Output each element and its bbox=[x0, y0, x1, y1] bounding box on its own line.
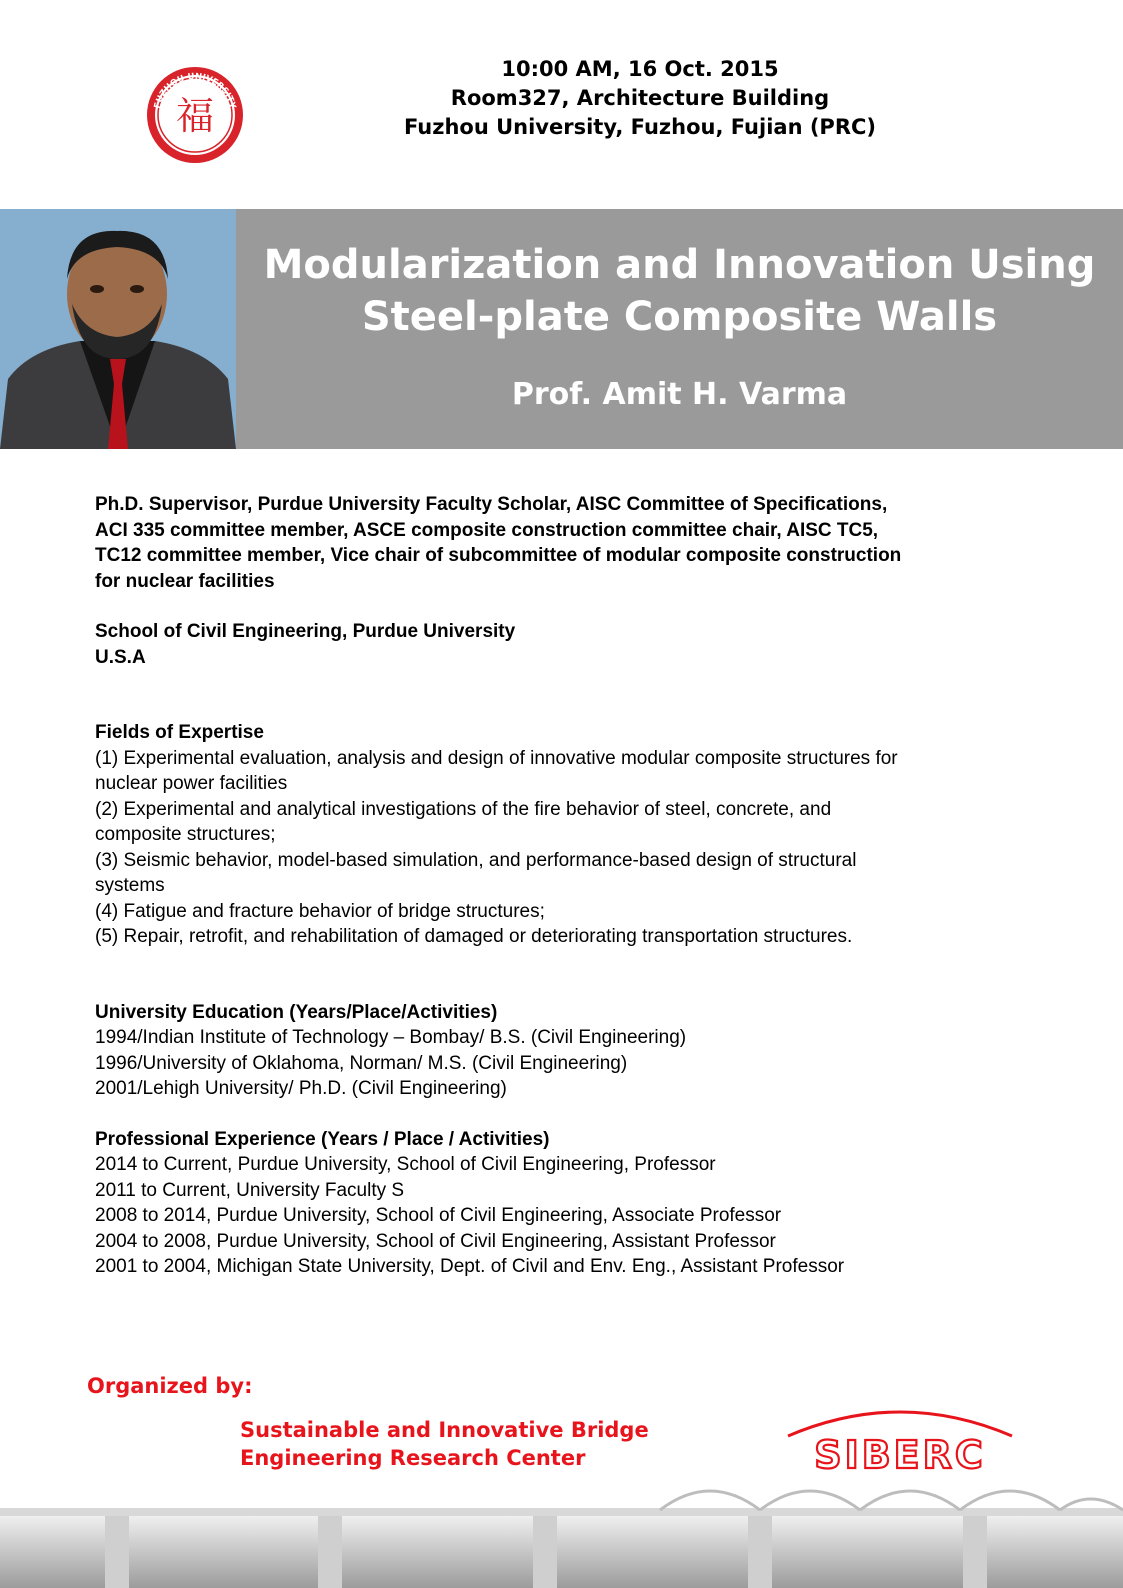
talk-title bbox=[236, 239, 1123, 343]
positions-line: for nuclear facilities bbox=[95, 570, 275, 592]
event-location: Fuzhou University, Fuzhou, Fujian (PRC) bbox=[403, 115, 877, 139]
talk-title-line-1: Modularization and Innovation Using bbox=[263, 242, 1096, 288]
event-info bbox=[330, 55, 950, 142]
experience-line: 2001 to 2004, Michigan State University, Dept. of Civil and Env. Eng., Assistant Professor bbox=[95, 1256, 845, 1277]
education-heading: University Education (Years/Place/Activities) bbox=[95, 1001, 498, 1023]
expertise-line: (3) Seismic behavior, model-based simulation, and performance-based design of structural bbox=[95, 849, 857, 871]
experience-heading: Professional Experience (Years / Place / Activities) bbox=[95, 1128, 550, 1150]
speaker-photo bbox=[0, 209, 236, 449]
expertise-heading: Fields of Expertise bbox=[95, 722, 264, 743]
organizer-name-line-1: Sustainable and Innovative Bridge bbox=[240, 1418, 649, 1442]
expertise-line: (1) Experimental evaluation, analysis and design of innovative modular composite structures for bbox=[95, 747, 898, 769]
talk-title-line-2: Steel-plate Composite Walls bbox=[361, 294, 998, 340]
title-banner bbox=[0, 209, 1123, 449]
affiliation-school: School of Civil Engineering, Purdue University bbox=[95, 621, 516, 642]
education-line: 1994/Indian Institute of Technology – Bombay/ B.S. (Civil Engineering) bbox=[95, 1027, 687, 1048]
bridge-illustration bbox=[0, 1470, 1123, 1588]
education-line: 2001/Lehigh University/ Ph.D. (Civil Engineering) bbox=[95, 1078, 507, 1099]
positions-line: Ph.D. Supervisor, Purdue University Faculty Scholar, AISC Committee of Specifications, bbox=[95, 494, 888, 515]
education-line: 1996/University of Oklahoma, Norman/ M.S. (Civil Engineering) bbox=[95, 1052, 628, 1074]
experience-line: 2014 to Current, Purdue University, School of Civil Engineering, Professor bbox=[95, 1154, 716, 1175]
speaker-name: Prof. Amit H. Varma bbox=[511, 377, 848, 412]
svg-text:SIBERC: SIBERC bbox=[814, 1433, 986, 1477]
expertise-line: (4) Fatigue and fracture behavior of bridge structures; bbox=[95, 900, 545, 922]
expertise-line: systems bbox=[95, 875, 165, 896]
expertise-line: (5) Repair, retrofit, and rehabilitation of damaged or deteriorating transportation structures. bbox=[95, 926, 853, 947]
expertise-line: (2) Experimental and analytical investigations of the fire behavior of steel, concrete, and bbox=[95, 798, 832, 820]
svg-text:FUZHOU UNIVERSITY: FUZHOU UNIVERSITY bbox=[152, 71, 238, 110]
fuzhou-university-logo bbox=[145, 65, 245, 165]
event-room: Room327, Architecture Building bbox=[450, 86, 830, 110]
positions-line: TC12 committee member, Vice chair of subcommittee of modular composite construction bbox=[95, 545, 902, 566]
organizer-name bbox=[240, 1416, 649, 1472]
affiliation-country: U.S.A bbox=[95, 646, 146, 668]
bio-content bbox=[95, 492, 1015, 1280]
expertise-line: composite structures; bbox=[95, 824, 276, 845]
experience-line: 2004 to 2008, Purdue University, School of Civil Engineering, Assistant Professor bbox=[95, 1230, 776, 1252]
expertise-line: nuclear power facilities bbox=[95, 773, 288, 794]
organized-by-label: Organized by: bbox=[87, 1374, 253, 1398]
event-time: 10:00 AM, 16 Oct. 2015 bbox=[501, 57, 779, 81]
experience-line: 2011 to Current, University Faculty S bbox=[95, 1179, 405, 1201]
speaker-portrait-image bbox=[0, 209, 236, 449]
svg-text:福: 福 bbox=[175, 94, 215, 138]
positions-line: ACI 335 committee member, ASCE composite construction committee chair, AISC TC5, bbox=[95, 519, 879, 541]
experience-line: 2008 to 2014, Purdue University, School of Civil Engineering, Associate Professor bbox=[95, 1205, 782, 1226]
organizer-name-line-2: Engineering Research Center bbox=[240, 1446, 586, 1470]
